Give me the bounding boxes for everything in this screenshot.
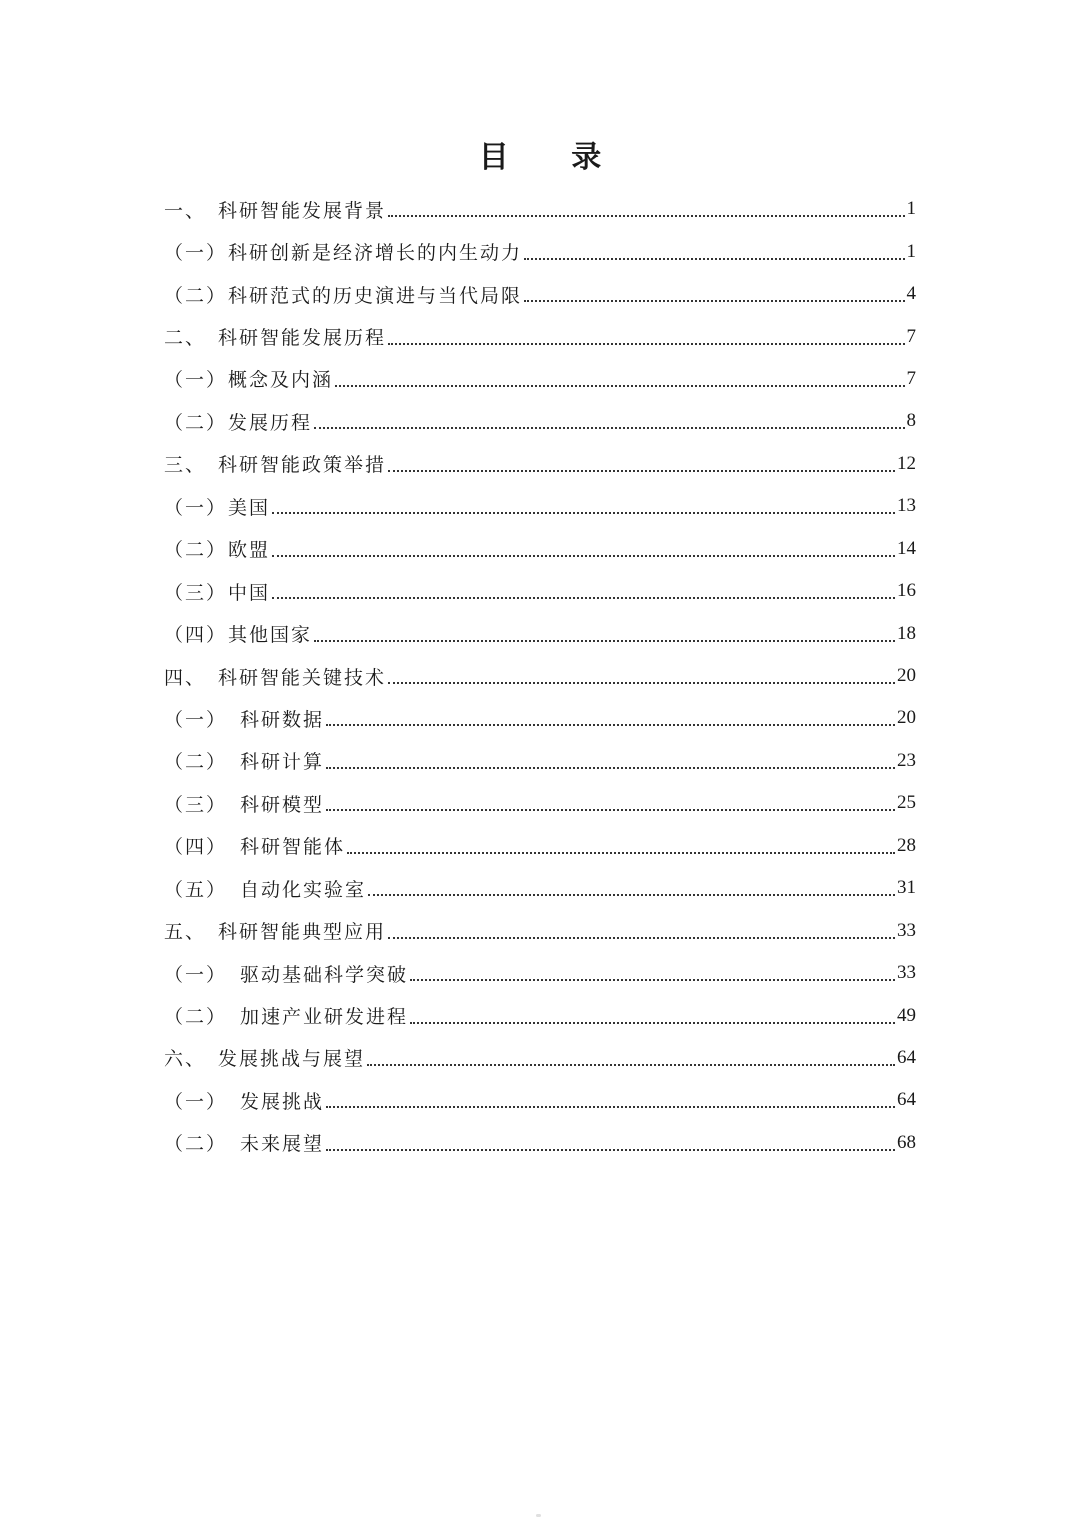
toc-dot-leader — [326, 1149, 895, 1151]
toc-entry-number: （二） — [164, 284, 228, 307]
toc-entry-title: 科研智能发展历程 — [218, 327, 387, 350]
toc-section-entry[interactable] — [164, 570, 916, 612]
toc-section-entry[interactable] — [164, 1079, 916, 1121]
toc-page-number: 1 — [906, 240, 916, 262]
toc-chapter-entry[interactable] — [164, 315, 916, 357]
toc-entry-number: 六、 — [164, 1048, 207, 1071]
toc-dot-leader — [388, 343, 904, 345]
toc-page-number: 13 — [897, 495, 916, 517]
toc-entry-title: 自动化实验室 — [240, 878, 367, 901]
toc-entry-title: 发展挑战 — [240, 1090, 325, 1113]
toc-page-number: 14 — [897, 537, 916, 559]
toc-dot-leader — [326, 809, 895, 811]
toc-entry-number: （一） — [164, 496, 228, 519]
toc-dot-leader — [272, 597, 895, 599]
toc-dot-leader — [388, 937, 895, 939]
toc-dot-leader — [314, 427, 904, 429]
toc-section-entry[interactable] — [164, 273, 916, 315]
toc-dot-leader — [326, 1106, 895, 1108]
toc-section-entry[interactable] — [164, 612, 916, 654]
toc-section-entry[interactable] — [164, 528, 916, 570]
toc-entry-number: （二） — [164, 411, 228, 434]
toc-section-entry[interactable] — [164, 782, 916, 824]
toc-section-entry[interactable] — [164, 740, 916, 782]
table-of-contents — [164, 188, 916, 1164]
toc-page-number: 7 — [906, 325, 916, 347]
toc-dot-leader — [524, 300, 904, 302]
toc-dot-leader — [524, 258, 904, 260]
toc-entry-number: （二） — [164, 1006, 228, 1029]
toc-entry-title: 其他国家 — [228, 624, 313, 647]
toc-dot-leader — [326, 767, 895, 769]
toc-page-number: 4 — [906, 283, 916, 305]
toc-chapter-entry[interactable] — [164, 909, 916, 951]
toc-section-entry[interactable] — [164, 485, 916, 527]
page-footer-mark — [536, 1514, 541, 1517]
toc-section-entry[interactable] — [164, 697, 916, 739]
toc-page-number: 64 — [897, 1089, 916, 1111]
toc-section-entry[interactable] — [164, 230, 916, 272]
toc-entry-number: （一） — [164, 963, 228, 986]
toc-entry-number: （四） — [164, 624, 228, 647]
toc-entry-title: 概念及内涵 — [228, 369, 334, 392]
toc-entry-title: 科研智能体 — [240, 836, 346, 859]
toc-entry-title: 发展历程 — [228, 411, 313, 434]
toc-entry-number: （三） — [164, 793, 228, 816]
toc-entry-number: （四） — [164, 836, 228, 859]
toc-entry-title: 欧盟 — [228, 539, 271, 562]
toc-page-number: 16 — [897, 580, 916, 602]
toc-page-number: 20 — [897, 665, 916, 687]
toc-entry-title: 中国 — [228, 581, 271, 604]
toc-dot-leader — [410, 979, 895, 981]
toc-entry-title: 科研智能政策举措 — [218, 454, 387, 477]
toc-section-entry[interactable] — [164, 400, 916, 442]
toc-page-number: 68 — [897, 1131, 916, 1153]
toc-entry-title: 发展挑战与展望 — [218, 1048, 366, 1071]
toc-entry-number: （一） — [164, 1090, 228, 1113]
toc-entry-number: 一、 — [164, 199, 207, 222]
page-title: 目 录 — [478, 140, 628, 175]
toc-dot-leader — [410, 1022, 895, 1024]
toc-page-number: 7 — [906, 367, 916, 389]
toc-dot-leader — [388, 470, 895, 472]
toc-entry-number: （五） — [164, 878, 228, 901]
toc-dot-leader — [388, 215, 904, 217]
toc-entry-title: 科研智能关键技术 — [218, 666, 387, 689]
toc-entry-number: 四、 — [164, 666, 207, 689]
toc-entry-title: 科研数据 — [240, 708, 325, 731]
toc-entry-number: （二） — [164, 539, 228, 562]
toc-dot-leader — [335, 385, 904, 387]
toc-section-entry[interactable] — [164, 867, 916, 909]
toc-entry-number: 五、 — [164, 921, 207, 944]
toc-entry-title: 科研模型 — [240, 793, 325, 816]
toc-page-number: 31 — [897, 877, 916, 899]
toc-page-number: 18 — [897, 622, 916, 644]
toc-page-number: 25 — [897, 792, 916, 814]
toc-entry-number: （三） — [164, 581, 228, 604]
toc-entry-number: （一） — [164, 708, 228, 731]
toc-dot-leader — [367, 1064, 895, 1066]
toc-dot-leader — [347, 852, 895, 854]
toc-page-number: 33 — [897, 919, 916, 941]
toc-chapter-entry[interactable] — [164, 188, 916, 230]
toc-entry-title: 科研创新是经济增长的内生动力 — [228, 242, 523, 265]
toc-entry-number: 三、 — [164, 454, 207, 477]
toc-dot-leader — [272, 512, 895, 514]
toc-section-entry[interactable] — [164, 358, 916, 400]
toc-chapter-entry[interactable] — [164, 655, 916, 697]
toc-section-entry[interactable] — [164, 994, 916, 1036]
toc-page-number: 20 — [897, 707, 916, 729]
toc-entry-title: 加速产业研发进程 — [240, 1006, 409, 1029]
toc-entry-title: 科研智能典型应用 — [218, 921, 387, 944]
toc-dot-leader — [314, 640, 895, 642]
toc-chapter-entry[interactable] — [164, 443, 916, 485]
toc-entry-title: 驱动基础科学突破 — [240, 963, 409, 986]
toc-page-number: 64 — [897, 1046, 916, 1068]
toc-entry-title: 科研范式的历史演进与当代局限 — [228, 284, 523, 307]
toc-page-number: 28 — [897, 834, 916, 856]
toc-page-number: 8 — [906, 410, 916, 432]
toc-section-entry[interactable] — [164, 952, 916, 994]
toc-page-number: 1 — [906, 198, 916, 220]
toc-page-number: 49 — [897, 1004, 916, 1026]
toc-dot-leader — [388, 682, 895, 684]
toc-entry-number: （一） — [164, 369, 228, 392]
toc-dot-leader — [368, 894, 895, 896]
toc-entry-title: 美国 — [228, 496, 271, 519]
toc-dot-leader — [272, 555, 895, 557]
toc-entry-number: （二） — [164, 751, 228, 774]
toc-entry-title: 科研智能发展背景 — [218, 199, 387, 222]
toc-dot-leader — [326, 724, 895, 726]
toc-page-number: 12 — [897, 452, 916, 474]
toc-entry-number: （二） — [164, 1133, 228, 1156]
toc-page-number: 33 — [897, 962, 916, 984]
toc-entry-title: 科研计算 — [240, 751, 325, 774]
toc-section-entry[interactable] — [164, 1122, 916, 1164]
toc-chapter-entry[interactable] — [164, 1037, 916, 1079]
toc-entry-number: 二、 — [164, 327, 207, 350]
toc-entry-number: （一） — [164, 242, 228, 265]
toc-page-number: 23 — [897, 749, 916, 771]
toc-section-entry[interactable] — [164, 825, 916, 867]
toc-entry-title: 未来展望 — [240, 1133, 325, 1156]
